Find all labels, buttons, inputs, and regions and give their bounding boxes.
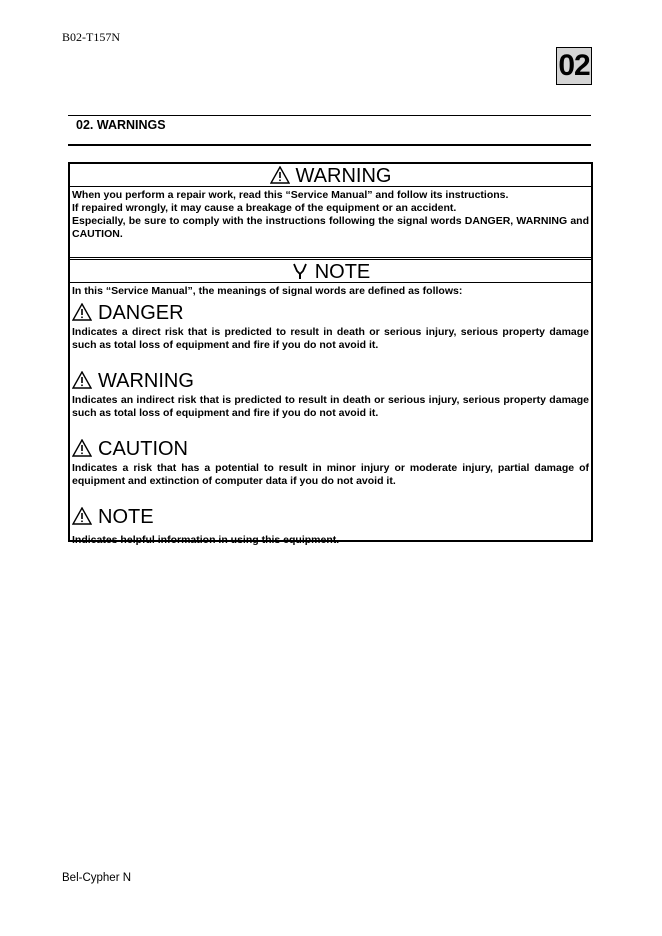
chapter-number-box: 02 [556,47,592,85]
signal-word: WARNING [98,370,194,392]
note-panel-title: NOTE [314,261,371,283]
warning-triangle-icon [72,303,92,321]
signal-description: Indicates an indirect risk that is predicted to result in death or serious injury, serious property damage such as total loss of equipment and fire if you do not avoid it. [72,394,589,419]
note-panel [70,259,591,546]
note-panel-heading [70,260,591,283]
signal-note [70,506,591,547]
warning-line: Especially, be sure to comply with the instructions following the signal words DANGER, WARNING and CAUTION. [72,215,589,240]
signal-description: Indicates a risk that has a potential to result in minor injury or moderate injury, partial damage of equipment and extinction of computer data if you do not avoid it. [72,462,589,487]
footer-text: Bel-Cypher N [62,872,132,884]
signal-description: Indicates a direct risk that is predicted to result in death or serious injury, serious property damage such as total loss of equipment and fire if you do not avoid it. [72,326,589,351]
warning-triangle-icon [72,439,92,457]
signal-warning [70,370,591,420]
wrench-icon [291,262,309,280]
warning-panel-title: WARNING [295,165,392,187]
warning-panel-body [70,187,591,241]
warning-triangle-icon [72,507,92,525]
signal-danger [70,302,591,352]
warning-line: If repaired wrongly, it may cause a breakage of the equipment or an accident. [72,202,457,214]
warning-panel [70,164,591,258]
section-title: 02. WARNINGS [76,118,166,132]
header-rule-top [68,115,591,116]
warning-triangle-icon [72,371,92,389]
signal-description: Indicates helpful information in using this equipment. [72,534,340,546]
warning-triangle-icon [270,166,290,184]
warning-line: When you perform a repair work, read this “Service Manual” and follow its instructions. [72,189,509,201]
signal-word: CAUTION [98,438,188,460]
signal-word: DANGER [98,302,184,324]
note-intro: In this “Service Manual”, the meanings of signal words are defined as follows: [72,285,463,297]
signal-word: NOTE [98,506,154,528]
warning-panel-heading [70,164,591,187]
header-rule-bottom [68,144,591,146]
warnings-frame [68,162,593,546]
signal-caution [70,438,591,488]
document-code: B02-T157N [62,30,120,44]
